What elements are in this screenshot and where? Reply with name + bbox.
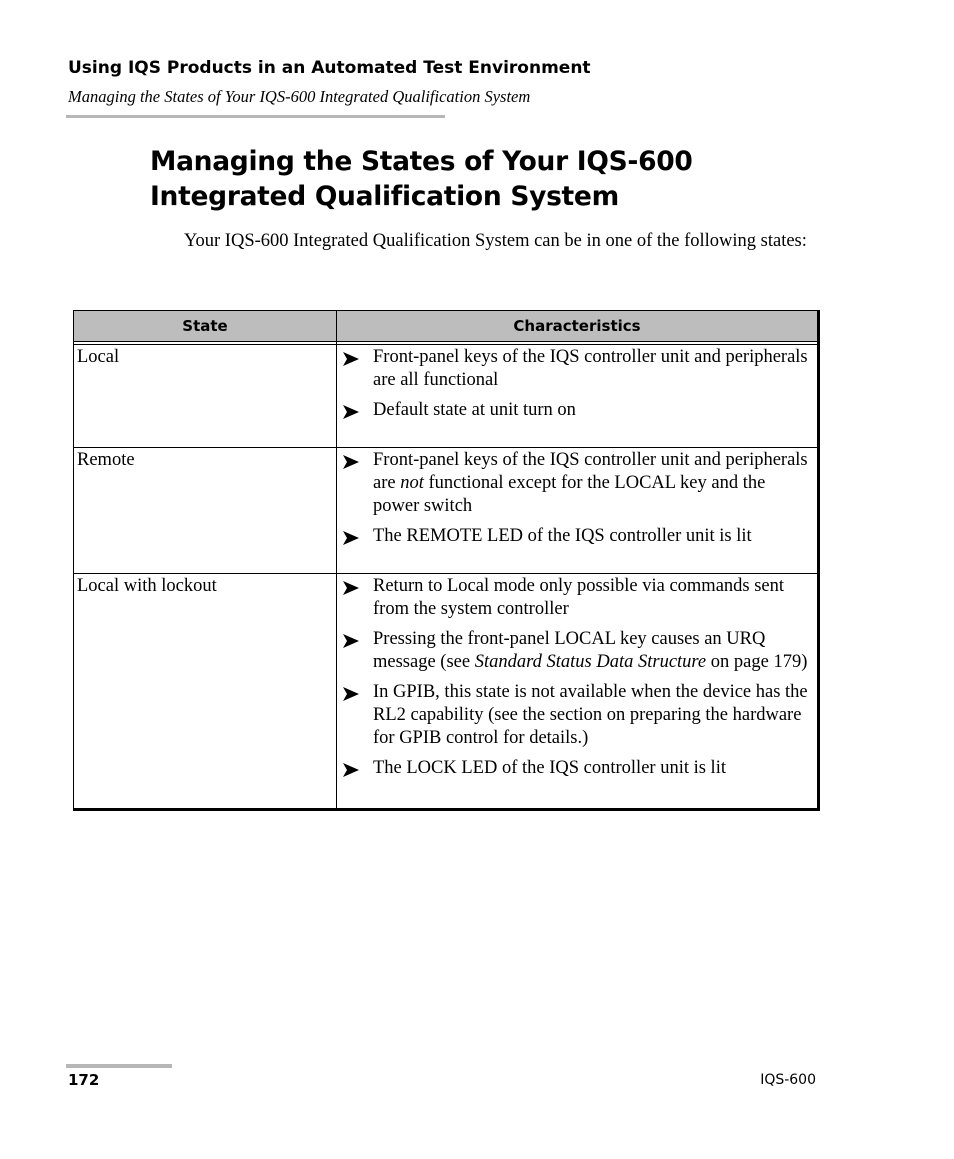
item-text: Front-panel keys of the IQS controller unit and peripherals are all functional (373, 347, 808, 390)
states-table (73, 310, 820, 811)
characteristics-cell (337, 345, 819, 448)
table-row (74, 574, 819, 810)
column-header-characteristics: Characteristics (337, 311, 819, 342)
item-text: The LOCK LED of the IQS controller unit is lit (373, 758, 726, 778)
state-cell: Local (74, 345, 337, 448)
product-name: IQS-600 (760, 1072, 816, 1088)
list-item (340, 399, 813, 422)
arrowhead-bullet-icon (340, 525, 362, 548)
arrowhead-bullet-icon (340, 757, 362, 780)
item-text: Pressing the front-panel LOCAL key causes an URQ message (see (373, 629, 766, 672)
list-item (340, 525, 813, 548)
arrowhead-bullet-icon (340, 449, 362, 472)
characteristics-cell (337, 574, 819, 810)
state-cell: Remote (74, 448, 337, 574)
characteristics-cell (337, 448, 819, 574)
characteristics-list (340, 346, 813, 422)
list-item (340, 628, 813, 674)
list-item (340, 681, 813, 750)
item-text: Front-panel keys of the IQS controller unit and peripherals are (373, 450, 808, 493)
page-number: 172 (68, 1071, 100, 1089)
running-head-chapter: Using IQS Products in an Automated Test Environment (68, 58, 591, 78)
state-cell: Local with lockout (74, 574, 337, 810)
intro-paragraph: Your IQS-600 Integrated Qualification System can be in one of the following states: (184, 231, 807, 251)
footer-rule (66, 1064, 172, 1068)
arrowhead-bullet-icon (340, 346, 362, 369)
emphasis-text: not (400, 473, 424, 493)
item-text: Return to Local mode only possible via commands sent from the system controller (373, 576, 785, 619)
item-text: functional except for the LOCAL key and the power switch (373, 473, 766, 516)
table-row (74, 345, 819, 448)
arrowhead-bullet-icon (340, 399, 362, 422)
page-title-line-1: Managing the States of Your IQS-600 (150, 146, 693, 177)
list-item (340, 346, 813, 392)
list-item (340, 449, 813, 518)
page-title-line-2: Integrated Qualification System (150, 181, 619, 212)
list-item (340, 575, 813, 621)
characteristics-list (340, 449, 813, 548)
running-head-section: Managing the States of Your IQS-600 Integrated Qualification System (68, 87, 531, 106)
item-text: on page 179) (706, 652, 808, 672)
table-row (74, 448, 819, 574)
page-title (150, 144, 693, 214)
item-text: Default state at unit turn on (373, 400, 576, 420)
table-header-row (74, 311, 819, 342)
emphasis-text: Standard Status Data Structure (474, 652, 707, 672)
header-rule (66, 115, 445, 118)
arrowhead-bullet-icon (340, 681, 362, 704)
arrowhead-bullet-icon (340, 575, 362, 598)
arrowhead-bullet-icon (340, 628, 362, 651)
item-text: The REMOTE LED of the IQS controller unit is lit (373, 526, 752, 546)
column-header-state: State (74, 311, 337, 342)
item-text: In GPIB, this state is not available when the device has the RL2 capability (see the section on preparing the hardware for GPIB control for details.) (373, 682, 808, 748)
list-item (340, 757, 813, 780)
characteristics-list (340, 575, 813, 780)
